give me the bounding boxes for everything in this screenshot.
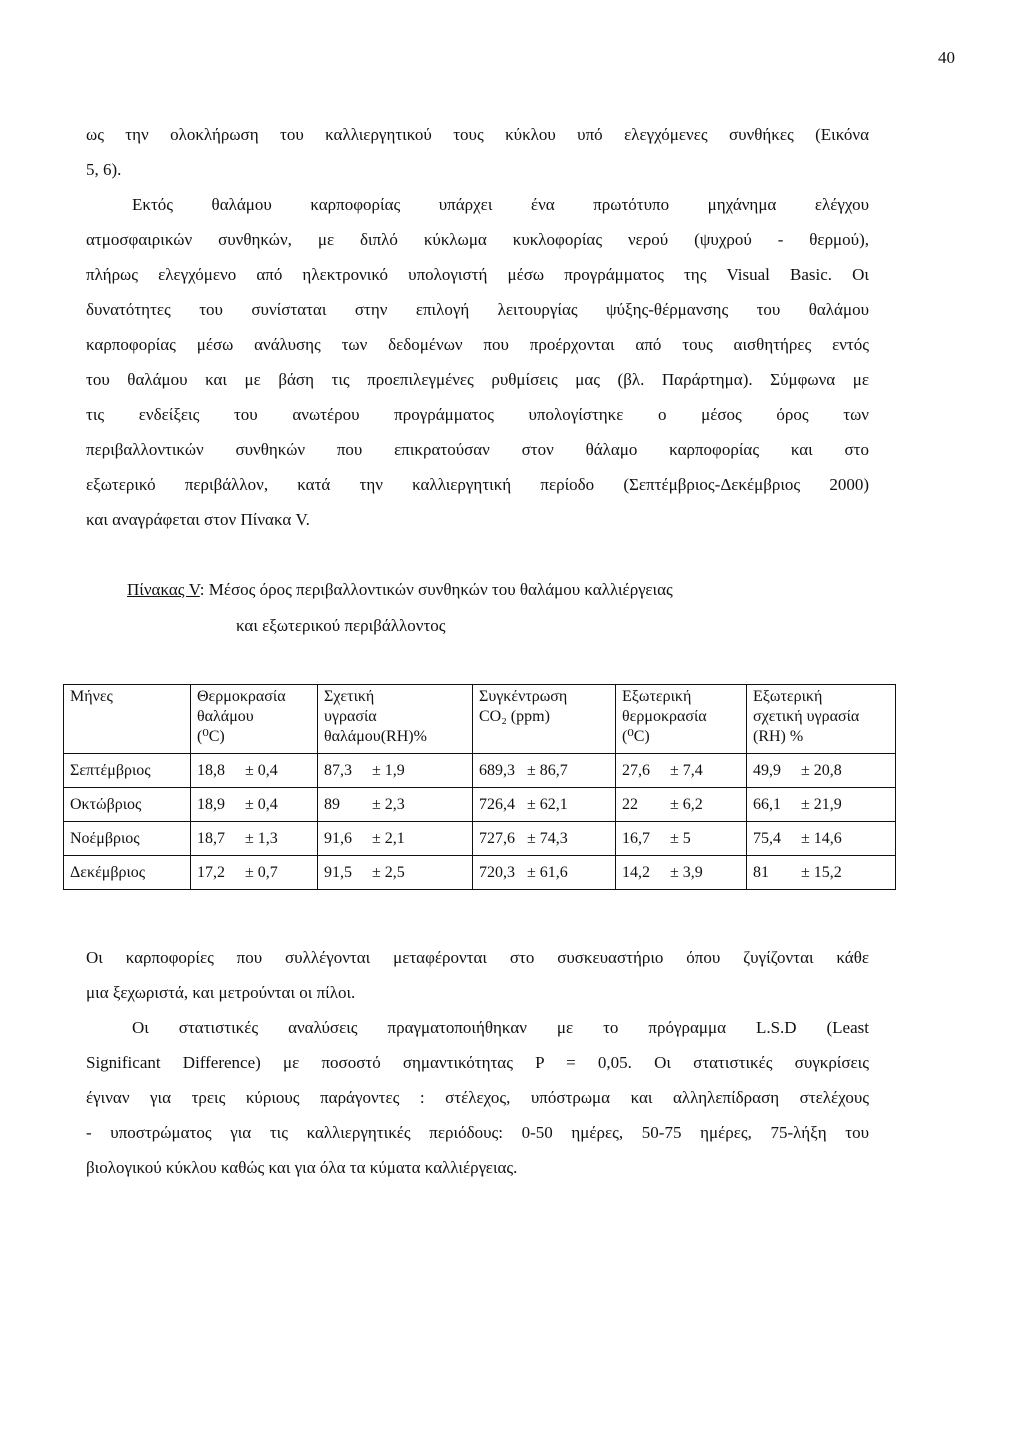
cell-ext-temp: 27,6 ± 7,4 bbox=[616, 754, 747, 788]
header-external-humidity: Εξωτερική σχετική υγρασία (RH) % bbox=[747, 685, 896, 754]
paragraph-3-line: μια ξεχωριστά, και μετρούνται οι πίλοι. bbox=[86, 983, 356, 1002]
cell-co2: 689,3 ± 86,7 bbox=[473, 754, 616, 788]
cell-month: Σεπτέμβριος bbox=[64, 754, 191, 788]
cell-co2: 727,6 ± 74,3 bbox=[473, 822, 616, 856]
paragraph-2-line: καρποφορίας μέσω ανάλυσης των δεδομένων που προέρχονται από τους αισθητήρες εντός bbox=[86, 335, 869, 354]
cell-ext-rh: 66,1 ± 21,9 bbox=[747, 788, 896, 822]
table-row bbox=[64, 788, 896, 822]
paragraph-1-line-2: 5, 6). bbox=[86, 160, 122, 179]
cell-rh: 89 ± 2,3 bbox=[318, 788, 473, 822]
paragraph-4-line: Significant Difference) με ποσοστό σημαντικότητας P = 0,05. Οι στατιστικές συγκρίσεις bbox=[86, 1053, 869, 1072]
paragraph-2-line: δυνατότητες του συνίσταται στην επιλογή λειτουργίας ψύξης-θέρμανσης του θαλάμου bbox=[86, 300, 869, 319]
paragraph-4-line: Οι στατιστικές αναλύσεις πραγματοποιήθηκαν με το πρόγραμμα L.S.D (Least bbox=[132, 1018, 869, 1037]
paragraph-2-line: και αναγράφεται στον Πίνακα V. bbox=[86, 510, 310, 529]
table-caption-line-1 bbox=[0, 572, 1024, 608]
header-co2: Συγκέντρωση CO₂ (ppm) bbox=[473, 685, 616, 754]
table-row bbox=[64, 754, 896, 788]
cell-co2: 726,4 ± 62,1 bbox=[473, 788, 616, 822]
table-caption-text: : Μέσος όρος περιβαλλοντικών συνθηκών του θαλάμου καλλιέργειας bbox=[199, 580, 673, 599]
cell-temp: 18,7 ± 1,3 bbox=[191, 822, 318, 856]
header-months: Μήνες bbox=[64, 685, 191, 754]
environment-table bbox=[63, 684, 896, 890]
paragraph-2 bbox=[86, 187, 869, 537]
cell-ext-rh: 81 ± 15,2 bbox=[747, 856, 896, 890]
paragraph-4-line: βιολογικού κύκλου καθώς και για όλα τα κύματα καλλιέργειας. bbox=[86, 1158, 518, 1177]
table-caption-line-2: και εξωτερικού περιβάλλοντος bbox=[236, 616, 446, 635]
cell-ext-temp: 22 ± 6,2 bbox=[616, 788, 747, 822]
paragraph-2-line: εξωτερικό περιβάλλον, κατά την καλλιεργητική περίοδο (Σεπτέμβριος-Δεκέμβριος 2000) bbox=[86, 475, 869, 494]
paragraph-2-line: του θαλάμου και με βάση τις προεπιλεγμένες ρυθμίσεις μας (βλ. Παράρτημα). Σύμφωνα με bbox=[86, 370, 869, 389]
cell-ext-rh: 49,9 ± 20,8 bbox=[747, 754, 896, 788]
paragraph-2-line: πλήρως ελεγχόμενο από ηλεκτρονικό υπολογιστή μέσω προγράμματος της Visual Basic. Οι bbox=[86, 265, 869, 284]
table-header-row bbox=[64, 685, 896, 754]
paragraph-2-line: ατμοσφαιρικών συνθηκών, με διπλό κύκλωμα κυκλοφορίας νερού (ψυχρού - θερμού), bbox=[86, 230, 869, 249]
paragraph-4-line: - υποστρώματος για τις καλλιεργητικές περιόδους: 0-50 ημέρες, 50-75 ημέρες, 75-λήξη του bbox=[86, 1123, 869, 1142]
cell-rh: 91,6 ± 2,1 bbox=[318, 822, 473, 856]
header-chamber-temperature: Θερμοκρασία θαλάμου (⁰C) bbox=[191, 685, 318, 754]
cell-rh: 87,3 ± 1,9 bbox=[318, 754, 473, 788]
cell-temp: 18,9 ± 0,4 bbox=[191, 788, 318, 822]
paragraph-2-line: Εκτός θαλάμου καρποφορίας υπάρχει ένα πρωτότυπο μηχάνημα ελέγχου bbox=[132, 195, 869, 214]
table-caption bbox=[0, 572, 1024, 644]
cell-month: Οκτώβριος bbox=[64, 788, 191, 822]
cell-co2: 720,3 ± 61,6 bbox=[473, 856, 616, 890]
paragraph-3 bbox=[86, 940, 869, 1010]
cell-ext-temp: 14,2 ± 3,9 bbox=[616, 856, 747, 890]
table-row bbox=[64, 822, 896, 856]
paragraph-1-line-1: ως την ολοκλήρωση του καλλιεργητικού τους κύκλου υπό ελεγχόμενες συνθήκες (Εικόνα bbox=[86, 125, 869, 144]
cell-month: Νοέμβριος bbox=[64, 822, 191, 856]
cell-ext-temp: 16,7 ± 5 bbox=[616, 822, 747, 856]
table-row bbox=[64, 856, 896, 890]
paragraph-4 bbox=[86, 1010, 869, 1185]
cell-ext-rh: 75,4 ± 14,6 bbox=[747, 822, 896, 856]
cell-month: Δεκέμβριος bbox=[64, 856, 191, 890]
paragraph-3-line: Οι καρποφορίες που συλλέγονται μεταφέρονται στο συσκευαστήριο όπου ζυγίζονται κάθε bbox=[86, 948, 869, 967]
page-number: 40 bbox=[938, 48, 955, 67]
cell-temp: 17,2 ± 0,7 bbox=[191, 856, 318, 890]
header-external-temperature: Εξωτερική θερμοκρασία (⁰C) bbox=[616, 685, 747, 754]
header-chamber-humidity: Σχετική υγρασία θαλάμου(RH)% bbox=[318, 685, 473, 754]
paragraph-2-line: περιβαλλοντικών συνθηκών που επικρατούσαν στον θάλαμο καρποφορίας και στο bbox=[86, 440, 869, 459]
paragraph-4-line: έγιναν για τρεις κύριους παράγοντες : στέλεχος, υπόστρωμα και αλληλεπίδραση στελέχους bbox=[86, 1088, 869, 1107]
paragraph-2-line: τις ενδείξεις του ανωτέρου προγράμματος υπολογίστηκε ο μέσος όρος των bbox=[86, 405, 869, 424]
table-label: Πίνακας V bbox=[127, 580, 200, 599]
paragraph-1 bbox=[86, 117, 869, 187]
cell-temp: 18,8 ± 0,4 bbox=[191, 754, 318, 788]
cell-rh: 91,5 ± 2,5 bbox=[318, 856, 473, 890]
